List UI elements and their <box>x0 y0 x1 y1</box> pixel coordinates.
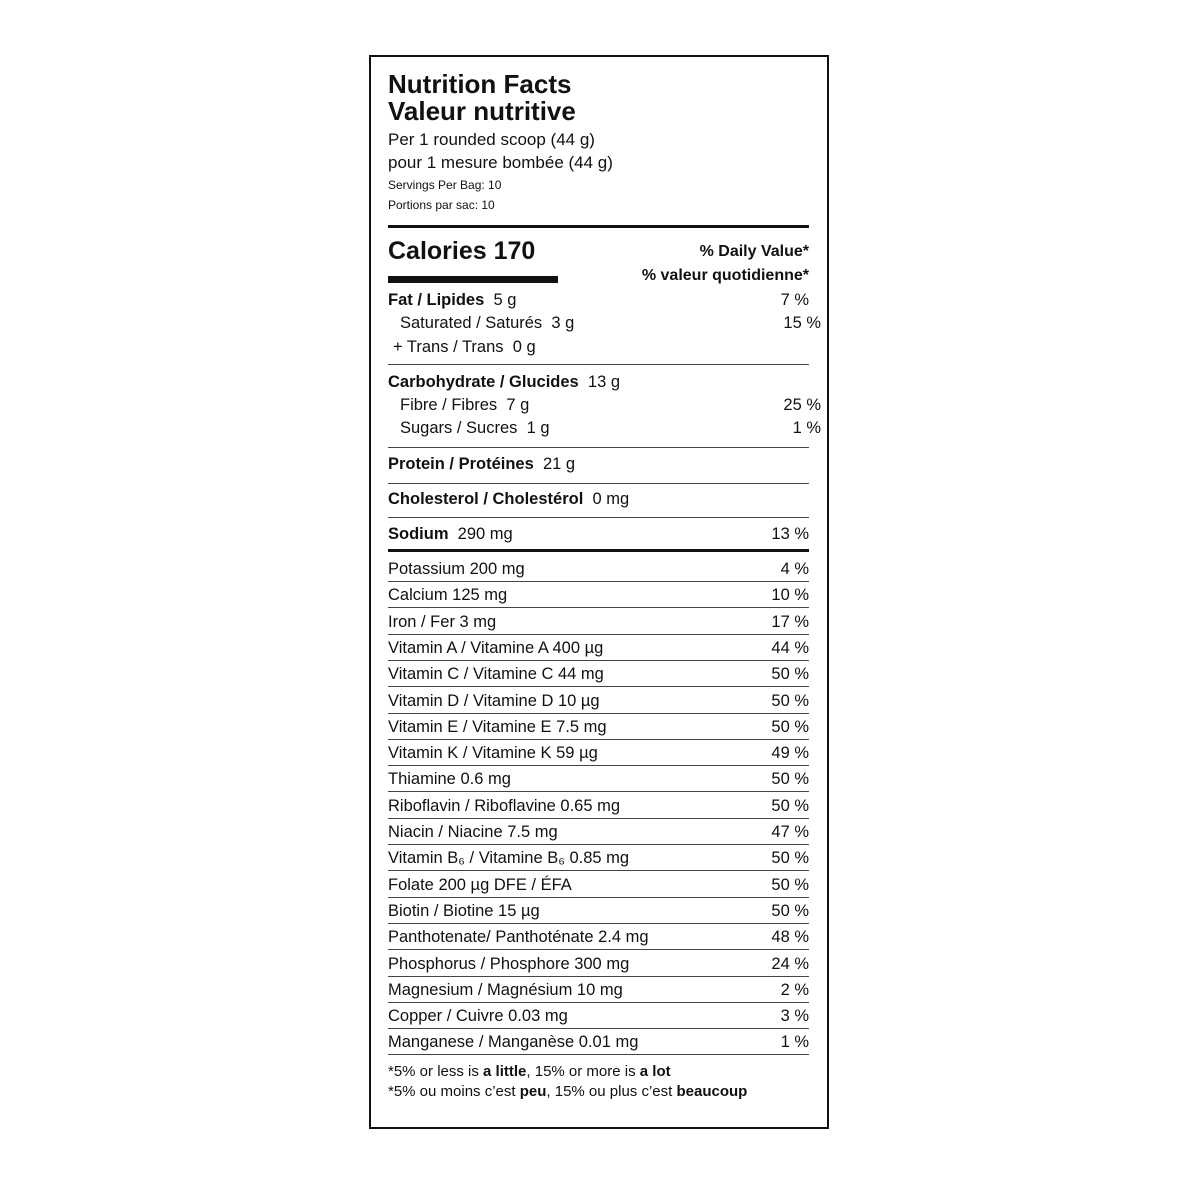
fat-amount: 5 g <box>493 291 517 309</box>
saturated-trans-percent: 15 % <box>783 314 821 332</box>
fibre-row <box>388 395 821 415</box>
micronutrient-row <box>388 638 809 658</box>
title-french: Valeur nutritive <box>388 96 576 126</box>
daily-value-heading-english: % Daily Value* <box>699 243 809 260</box>
protein-amount: 21 g <box>542 455 576 473</box>
divider <box>388 923 809 924</box>
micronutrient-row <box>388 691 809 711</box>
daily-value-heading-french: % valeur quotidienne* <box>641 267 809 284</box>
divider <box>388 581 809 582</box>
fibre-label: Fibre / Fibres <box>400 396 498 414</box>
divider <box>388 517 809 518</box>
divider <box>388 949 809 950</box>
micronutrient-percent: 50 % <box>771 849 809 868</box>
micronutrient-row <box>388 559 809 579</box>
micronutrient-label: Thiamine 0.6 mg <box>388 770 511 789</box>
sodium-amount: 290 mg <box>457 525 513 543</box>
header-divider <box>388 225 809 228</box>
sodium-row <box>388 524 809 544</box>
servings-per-bag-french: Portions par sac: 10 <box>388 198 495 212</box>
micronutrient-label: Phosphorus / Phosphore 300 mg <box>388 954 630 973</box>
micronutrient-row <box>388 1032 809 1052</box>
cholesterol-label: Cholesterol / Cholestérol <box>388 490 584 508</box>
sugars-row <box>388 418 821 438</box>
divider <box>388 739 809 740</box>
carbohydrate-amount: 13 g <box>587 373 621 391</box>
micronutrient-row <box>388 664 809 684</box>
micronutrient-row <box>388 927 809 947</box>
divider <box>388 976 809 977</box>
nutrition-facts-panel <box>369 55 829 1129</box>
micronutrient-percent: 4 % <box>780 560 809 578</box>
carbohydrate-row <box>388 372 809 392</box>
micronutrient-percent: 49 % <box>771 744 809 763</box>
saturated-row <box>388 313 821 333</box>
divider <box>388 483 809 484</box>
micronutrient-label: Vitamin B₆ / Vitamine B₆ 0.85 mg <box>388 849 630 868</box>
serving-size-english: Per 1 rounded scoop (44 g) <box>388 130 595 149</box>
divider <box>388 1028 809 1029</box>
divider <box>388 634 809 635</box>
micronutrient-label: Vitamin A / Vitamine A 400 µg <box>388 638 604 657</box>
micronutrient-row <box>388 954 809 974</box>
calories: Calories 170 <box>388 237 536 265</box>
micronutrient-percent: 50 % <box>771 796 809 815</box>
micronutrient-row <box>388 901 809 921</box>
micronutrient-percent: 50 % <box>771 717 809 736</box>
divider <box>388 844 809 845</box>
title-english: Nutrition Facts <box>388 69 572 99</box>
micronutrient-percent: 24 % <box>771 954 809 973</box>
footnote-french-beaucoup: beaucoup <box>676 1083 748 1100</box>
micronutrient-row <box>388 822 809 842</box>
micronutrient-row <box>388 717 809 737</box>
cholesterol-amount: 0 mg <box>592 490 630 508</box>
divider <box>388 1002 809 1003</box>
micronutrient-label: Calcium 125 mg <box>388 586 508 605</box>
protein-row <box>388 454 809 474</box>
micronutrient-row <box>388 612 809 632</box>
fibre-percent: 25 % <box>783 396 821 414</box>
micronutrient-row <box>388 848 809 868</box>
micronutrient-label: Vitamin C / Vitamine C 44 mg <box>388 665 604 684</box>
micronutrient-percent: 50 % <box>771 691 809 710</box>
footnote-french-text: *5% ou moins c’est <box>388 1083 520 1100</box>
micronutrient-percent: 1 % <box>780 1033 809 1052</box>
micronutrient-percent: 50 % <box>771 770 809 789</box>
footnote-french-text: , 15% ou plus c’est <box>546 1083 677 1100</box>
micronutrient-label: Iron / Fer 3 mg <box>388 612 497 631</box>
trans-row <box>388 337 814 357</box>
divider <box>388 660 809 661</box>
micronutrient-row <box>388 1006 809 1026</box>
micronutrient-row <box>388 585 809 605</box>
footnote-french-peu: peu <box>519 1083 547 1100</box>
micronutrient-percent: 44 % <box>771 638 809 657</box>
micronutrient-percent: 50 % <box>771 901 809 920</box>
micronutrient-label: Folate 200 µg DFE / ÉFA <box>388 875 572 894</box>
divider <box>388 364 809 365</box>
micronutrient-row <box>388 769 809 789</box>
cholesterol-row <box>388 489 809 509</box>
micronutrient-row <box>388 980 809 1000</box>
divider <box>388 686 809 687</box>
micronutrient-percent: 48 % <box>771 928 809 947</box>
sugars-label: Sugars / Sucres <box>400 419 518 437</box>
sugars-percent: 1 % <box>792 419 821 437</box>
micronutrient-label: Potassium 200 mg <box>388 560 525 578</box>
footnote-english-text: , 15% or more is <box>526 1063 640 1080</box>
micronutrient-percent: 3 % <box>780 1007 809 1026</box>
servings-per-bag-english: Servings Per Bag: 10 <box>388 178 502 192</box>
sugars-amount: 1 g <box>526 419 550 437</box>
calories-divider <box>388 276 558 283</box>
fat-percent: 7 % <box>780 291 809 309</box>
micronutrient-label: Niacin / Niacine 7.5 mg <box>388 823 558 841</box>
micronutrient-label: Vitamin E / Vitamine E 7.5 mg <box>388 717 607 736</box>
sodium-label: Sodium <box>388 525 449 543</box>
micronutrient-label: Biotin / Biotine 15 µg <box>388 901 540 920</box>
trans-label: + Trans / Trans <box>393 338 504 356</box>
divider <box>388 1054 809 1055</box>
micronutrient-percent: 50 % <box>771 665 809 684</box>
footnote-english-lot: a lot <box>639 1063 671 1080</box>
sodium-percent: 13 % <box>771 525 809 543</box>
divider <box>388 897 809 898</box>
divider <box>388 765 809 766</box>
micronutrient-percent: 50 % <box>771 875 809 894</box>
micronutrient-row <box>388 743 809 763</box>
saturated-amount: 3 g <box>551 314 575 332</box>
micronutrient-label: Magnesium / Magnésium 10 mg <box>388 980 623 999</box>
fibre-amount: 7 g <box>506 396 530 414</box>
micronutrient-label: Vitamin D / Vitamine D 10 µg <box>388 691 600 710</box>
trans-amount: 0 g <box>512 338 536 356</box>
footnote-english-text: *5% or less is <box>388 1063 484 1080</box>
micronutrient-divider <box>388 549 809 552</box>
micronutrient-percent: 47 % <box>771 823 809 841</box>
divider <box>388 870 809 871</box>
divider <box>388 607 809 608</box>
divider <box>388 447 809 448</box>
micronutrient-label: Manganese / Manganèse 0.01 mg <box>388 1033 639 1052</box>
divider <box>388 791 809 792</box>
micronutrient-row <box>388 875 809 895</box>
fat-row <box>388 290 809 310</box>
carbohydrate-label: Carbohydrate / Glucides <box>388 373 579 391</box>
divider <box>388 713 809 714</box>
footnote-french <box>388 1083 747 1101</box>
footnote-english <box>388 1063 671 1081</box>
footnote-english-little: a little <box>483 1063 527 1080</box>
micronutrient-percent: 10 % <box>771 586 809 605</box>
saturated-label: Saturated / Saturés <box>400 314 543 332</box>
fat-label: Fat / Lipides <box>388 291 485 309</box>
micronutrient-label: Panthotenate/ Panthoténate 2.4 mg <box>388 928 649 947</box>
micronutrient-label: Riboflavin / Riboflavine 0.65 mg <box>388 796 621 815</box>
micronutrient-label: Vitamin K / Vitamine K 59 µg <box>388 744 598 763</box>
divider <box>388 818 809 819</box>
micronutrient-label: Copper / Cuivre 0.03 mg <box>388 1007 568 1026</box>
micronutrient-row <box>388 796 809 816</box>
serving-size-french: pour 1 mesure bombée (44 g) <box>388 153 613 172</box>
micronutrient-percent: 17 % <box>771 612 809 631</box>
protein-label: Protein / Protéines <box>388 455 534 473</box>
micronutrient-percent: 2 % <box>780 980 809 999</box>
